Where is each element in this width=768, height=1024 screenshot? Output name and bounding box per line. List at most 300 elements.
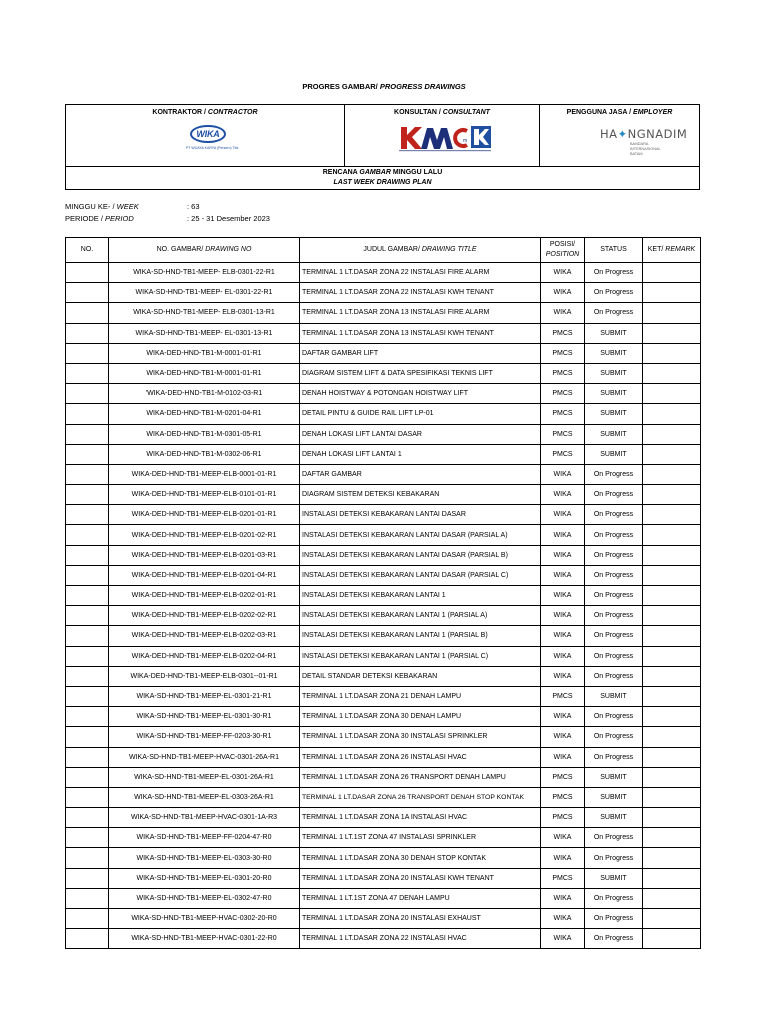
row-drawing-no: WIKA-DED-HND-TB1-MEEP-ELB-0201-03-R1 (109, 545, 300, 565)
svg-text:m: m (463, 138, 468, 144)
row-number (66, 485, 109, 505)
row-remark (643, 505, 701, 525)
row-drawing-title: TERMINAL 1 LT.DASAR ZONA 13 INSTALASI KWH TENANT (300, 323, 541, 343)
row-number (66, 808, 109, 828)
table-row (66, 384, 701, 404)
row-drawing-no: WIKA-DED-HND-TB1-MEEP-ELB-0202-04-R1 (109, 646, 300, 666)
table-row (66, 505, 701, 525)
row-position: WIKA (541, 283, 585, 303)
row-drawing-no: WIKA-SD-HND-TB1-MEEP-HVAC-0301-26A-R1 (109, 747, 300, 767)
row-number (66, 787, 109, 807)
table-row (66, 808, 701, 828)
row-number (66, 303, 109, 323)
table-row (66, 888, 701, 908)
row-status: On Progress (585, 666, 643, 686)
row-position: PMCS (541, 424, 585, 444)
row-drawing-title: INSTALASI DETEKSI KEBAKARAN LANTAI DASAR (300, 505, 541, 525)
consultant-logo-mark-box (471, 126, 491, 148)
row-drawing-title: TERMINAL 1 LT.DASAR ZONA 30 DENAH LAMPU (300, 707, 541, 727)
table-row (66, 525, 701, 545)
row-status: On Progress (585, 646, 643, 666)
row-status: On Progress (585, 565, 643, 585)
row-remark (643, 363, 701, 383)
row-remark (643, 646, 701, 666)
row-remark (643, 444, 701, 464)
row-position: WIKA (541, 727, 585, 747)
row-number (66, 586, 109, 606)
row-remark (643, 303, 701, 323)
row-remark (643, 323, 701, 343)
table-body (66, 263, 701, 949)
period-label (65, 213, 187, 225)
row-position: WIKA (541, 525, 585, 545)
row-number (66, 424, 109, 444)
row-position: WIKA (541, 565, 585, 585)
row-number (66, 909, 109, 929)
row-number (66, 283, 109, 303)
row-drawing-no: WIKA-SD-HND-TB1-MEEP-HVAC-0301-1A-R3 (109, 808, 300, 828)
row-position: PMCS (541, 323, 585, 343)
wika-logo-subtitle: PT WIJAYA KARYA (Persero) Tbk (186, 146, 239, 150)
header-position-italic: POSITION (545, 251, 580, 258)
period-label-text: PERIODE / (65, 214, 106, 223)
row-drawing-title: INSTALASI DETEKSI KEBAKARAN LANTAI 1 (300, 586, 541, 606)
row-status: On Progress (585, 303, 643, 323)
row-remark (643, 283, 701, 303)
row-drawing-title: TERMINAL 1 LT.DASAR ZONA 21 DENAH LAMPU (300, 686, 541, 706)
week-label-italic: WEEK (116, 202, 139, 211)
row-drawing-title: DENAH LOKASI LIFT LANTAI DASAR (300, 424, 541, 444)
row-drawing-no: WIKA-SD-HND-TB1-MEEP- EL-0301-22-R1 (109, 283, 300, 303)
row-position: PMCS (541, 787, 585, 807)
header-remark-text: KET/ (647, 246, 666, 253)
row-status: On Progress (585, 747, 643, 767)
row-drawing-no: WIKA-DED-HND-TB1-MEEP-ELB-0001-01-R1 (109, 464, 300, 484)
row-position: PMCS (541, 767, 585, 787)
table-row (66, 283, 701, 303)
table-row (66, 646, 701, 666)
row-number (66, 848, 109, 868)
row-status: SUBMIT (585, 363, 643, 383)
row-drawing-title: TERMINAL 1 LT.1ST ZONA 47 DENAH LAMPU (300, 888, 541, 908)
week-value: : 63 (187, 202, 200, 211)
row-status: On Progress (585, 525, 643, 545)
row-drawing-title: INSTALASI DETEKSI KEBAKARAN LANTAI DASAR (PARSIAL C) (300, 565, 541, 585)
row-drawing-no: WIKA-DED-HND-TB1-MEEP-ELB-0301--01-R1 (109, 666, 300, 686)
table-row (66, 586, 701, 606)
row-number (66, 888, 109, 908)
row-drawing-title: DAFTAR GAMBAR (300, 464, 541, 484)
row-drawing-title: TERMINAL 1 LT.DASAR ZONA 26 INSTALASI HVAC (300, 747, 541, 767)
row-position: WIKA (541, 626, 585, 646)
row-number (66, 707, 109, 727)
row-drawing-no: WIKA-DED-HND-TB1-M-0001-01-R1 (109, 363, 300, 383)
row-drawing-no: WIKA-DED-HND-TB1-MEEP-ELB-0101-01-R1 (109, 485, 300, 505)
row-position: WIKA (541, 646, 585, 666)
row-drawing-no: WIKA-SD-HND-TB1-MEEP-EL-0302-47-R0 (109, 888, 300, 908)
table-row (66, 464, 701, 484)
consultant-cell (345, 105, 540, 166)
row-drawing-title: TERMINAL 1 LT.DASAR ZONA 22 INSTALASI HVAC (300, 929, 541, 949)
row-drawing-title: INSTALASI DETEKSI KEBAKARAN LANTAI 1 (PARSIAL C) (300, 646, 541, 666)
table-row (66, 303, 701, 323)
header-status: STATUS (585, 238, 643, 263)
row-number (66, 868, 109, 888)
table-row (66, 323, 701, 343)
row-remark (643, 767, 701, 787)
row-remark (643, 606, 701, 626)
contractor-label-italic: CONTRACTOR (207, 109, 258, 116)
row-number (66, 363, 109, 383)
table-row (66, 727, 701, 747)
row-drawing-title: TERMINAL 1 LT.1ST ZONA 47 INSTALASI SPRINKLER (300, 828, 541, 848)
row-drawing-title: DETAIL STANDAR DETEKSI KEBAKARAN (300, 666, 541, 686)
row-remark (643, 586, 701, 606)
row-status: SUBMIT (585, 686, 643, 706)
hang-nadim-tag-3: BATAM (630, 152, 643, 156)
row-drawing-no: WIKA-DED-HND-TB1-MEEP-ELB-0202-03-R1 (109, 626, 300, 646)
row-position: WIKA (541, 929, 585, 949)
consultant-logo-mark-k (401, 127, 422, 149)
header-drawing-no (109, 238, 300, 263)
row-position: WIKA (541, 586, 585, 606)
row-remark (643, 808, 701, 828)
row-drawing-title: TERMINAL 1 LT.DASAR ZONA 26 TRANSPORT DENAH LAMPU (300, 767, 541, 787)
row-drawing-no: WIKA-SD-HND-TB1-MEEP-FF-0204-47-R0 (109, 828, 300, 848)
row-position: WIKA (541, 263, 585, 283)
contractor-label-text: KONTRAKTOR / (152, 109, 208, 116)
row-number (66, 444, 109, 464)
row-drawing-title: INSTALASI DETEKSI KEBAKARAN LANTAI DASAR (PARSIAL B) (300, 545, 541, 565)
row-remark (643, 424, 701, 444)
row-remark (643, 666, 701, 686)
row-number (66, 323, 109, 343)
row-drawing-no: 'WIKA-DED-HND-TB1-M-0102-03-R1 (109, 384, 300, 404)
row-position: WIKA (541, 909, 585, 929)
row-drawing-no: WIKA-SD-HND-TB1-MEEP-EL-0301-21-R1 (109, 686, 300, 706)
table-row (66, 424, 701, 444)
header-remark-italic: REMARK (665, 246, 696, 253)
row-drawing-title: DIAGRAM SISTEM DETEKSI KEBAKARAN (300, 485, 541, 505)
document-title-italic: PROGRESS DRAWINGS (379, 82, 466, 91)
header-drawing-no-italic: DRAWING NO (205, 246, 252, 253)
plan-caption (66, 167, 699, 189)
row-number (66, 646, 109, 666)
row-number (66, 929, 109, 949)
row-number (66, 343, 109, 363)
plan-caption-line-1 (66, 168, 699, 178)
row-status: On Progress (585, 464, 643, 484)
row-number (66, 747, 109, 767)
row-drawing-no: WIKA-SD-HND-TB1-MEEP- ELB-0301-13-R1 (109, 303, 300, 323)
table-row (66, 485, 701, 505)
hang-nadim-logo-word (600, 127, 688, 141)
row-position: PMCS (541, 868, 585, 888)
table-row (66, 747, 701, 767)
row-position: WIKA (541, 505, 585, 525)
row-drawing-title: INSTALASI DETEKSI KEBAKARAN LANTAI 1 (PARSIAL B) (300, 626, 541, 646)
row-remark (643, 868, 701, 888)
row-status: SUBMIT (585, 404, 643, 424)
row-drawing-no: WIKA-DED-HND-TB1-M-0302-06-R1 (109, 444, 300, 464)
row-drawing-no: WIKA-DED-HND-TB1-M-0301-05-R1 (109, 424, 300, 444)
row-position: WIKA (541, 666, 585, 686)
row-drawing-title: TERMINAL 1 LT.DASAR ZONA 20 INSTALASI KWH TENANT (300, 868, 541, 888)
hang-nadim-logo-word-b: NGNADIM (627, 127, 688, 141)
row-drawing-no: WIKA-SD-HND-TB1-MEEP-HVAC-0302-20-R0 (109, 909, 300, 929)
row-status: SUBMIT (585, 787, 643, 807)
contractor-cell (66, 105, 345, 166)
document-title (0, 82, 768, 91)
row-position: WIKA (541, 848, 585, 868)
employer-cell (540, 105, 699, 166)
hang-nadim-tag-2: INTERNASIONAL (630, 147, 661, 151)
table-row (66, 666, 701, 686)
row-drawing-no: WIKA-SD-HND-TB1-MEEP-HVAC-0301-22-R0 (109, 929, 300, 949)
row-number (66, 505, 109, 525)
hang-nadim-logo (600, 127, 688, 156)
row-remark (643, 707, 701, 727)
hang-nadim-logo-tagline (630, 142, 682, 157)
plan-caption-text-b: MINGGU LALU (390, 169, 443, 176)
row-remark (643, 909, 701, 929)
hang-nadim-logo-word-a: HA (600, 127, 618, 141)
row-remark (643, 848, 701, 868)
row-status: SUBMIT (585, 444, 643, 464)
table-row (66, 404, 701, 424)
row-remark (643, 263, 701, 283)
row-status: On Progress (585, 626, 643, 646)
row-position: WIKA (541, 464, 585, 484)
row-number (66, 464, 109, 484)
employer-label-italic: EMPLOYER (633, 109, 673, 116)
row-position: WIKA (541, 707, 585, 727)
table-row (66, 787, 701, 807)
row-drawing-no: WIKA-SD-HND-TB1-MEEP-EL-0301-26A-R1 (109, 767, 300, 787)
row-drawing-no: WIKA-DED-HND-TB1-MEEP-ELB-0202-02-R1 (109, 606, 300, 626)
row-number (66, 263, 109, 283)
consultant-label-text: KONSULTAN / (394, 109, 443, 116)
row-drawing-title: TERMINAL 1 LT.DASAR ZONA 13 INSTALASI FIRE ALARM (300, 303, 541, 323)
table-row (66, 767, 701, 787)
week-label (65, 201, 187, 213)
row-status: SUBMIT (585, 384, 643, 404)
row-remark (643, 929, 701, 949)
row-status: On Progress (585, 263, 643, 283)
row-status: On Progress (585, 606, 643, 626)
row-drawing-title: INSTALASI DETEKSI KEBAKARAN LANTAI 1 (PARSIAL A) (300, 606, 541, 626)
row-drawing-no: WIKA-DED-HND-TB1-MEEP-ELB-0201-02-R1 (109, 525, 300, 545)
row-drawing-title: TERMINAL 1 LT.DASAR ZONA 20 INSTALASI EXHAUST (300, 909, 541, 929)
row-remark (643, 485, 701, 505)
table-row (66, 686, 701, 706)
row-drawing-no: WIKA-SD-HND-TB1-MEEP- ELB-0301-22-R1 (109, 263, 300, 283)
hang-nadim-tag-1: BANDARA (630, 142, 649, 146)
row-drawing-title: DENAH LOKASI LIFT LANTAI 1 (300, 444, 541, 464)
table-row (66, 343, 701, 363)
table-row (66, 565, 701, 585)
row-remark (643, 888, 701, 908)
row-remark (643, 686, 701, 706)
table-row (66, 545, 701, 565)
row-number (66, 404, 109, 424)
row-status: SUBMIT (585, 808, 643, 828)
document-title-text: PROGRES GAMBAR/ (302, 82, 380, 91)
consultant-label-italic: CONSULTANT (442, 109, 490, 116)
row-number (66, 384, 109, 404)
row-position: WIKA (541, 888, 585, 908)
row-position: WIKA (541, 545, 585, 565)
drawings-table (65, 237, 701, 949)
row-status: SUBMIT (585, 868, 643, 888)
row-remark (643, 545, 701, 565)
header-drawing-no-text: NO. GAMBAR/ (156, 246, 206, 253)
row-drawing-title: TERMINAL 1 LT.DASAR ZONA 1A INSTALASI HVAC (300, 808, 541, 828)
row-drawing-title: TERMINAL 1 LT.DASAR ZONA 30 INSTALASI SPRINKLER (300, 727, 541, 747)
row-status: SUBMIT (585, 424, 643, 444)
row-remark (643, 565, 701, 585)
row-status: On Progress (585, 888, 643, 908)
row-position: PMCS (541, 343, 585, 363)
row-remark (643, 727, 701, 747)
table-row (66, 263, 701, 283)
period-row (65, 213, 270, 225)
row-status: On Progress (585, 828, 643, 848)
row-remark (643, 787, 701, 807)
table-row (66, 828, 701, 848)
row-drawing-title: TERMINAL 1 LT.DASAR ZONA 22 INSTALASI KWH TENANT (300, 283, 541, 303)
consultant-logo-mark-m (421, 128, 453, 149)
period-value: : 25 - 31 Desember 2023 (187, 214, 270, 223)
table-row (66, 909, 701, 929)
row-remark (643, 525, 701, 545)
header-position (541, 238, 585, 263)
row-status: On Progress (585, 586, 643, 606)
header-drawing-title (300, 238, 541, 263)
row-number (66, 727, 109, 747)
row-number (66, 666, 109, 686)
header-parties-row (66, 105, 699, 167)
row-number (66, 767, 109, 787)
row-number (66, 828, 109, 848)
employer-label (540, 109, 699, 116)
contractor-label (66, 109, 344, 116)
week-label-text: MINGGU KE- / (65, 202, 117, 211)
table-row (66, 606, 701, 626)
row-drawing-no: WIKA-DED-HND-TB1-MEEP-ELB-0202-01-R1 (109, 586, 300, 606)
row-drawing-no: WIKA-SD-HND-TB1-MEEP-EL-0301-30-R1 (109, 707, 300, 727)
row-number (66, 606, 109, 626)
row-drawing-title: INSTALASI DETEKSI KEBAKARAN LANTAI DASAR (PARSIAL A) (300, 525, 541, 545)
row-drawing-no: WIKA-DED-HND-TB1-M-0201-04-R1 (109, 404, 300, 424)
row-position: PMCS (541, 444, 585, 464)
row-drawing-title: DETAIL PINTU & GUIDE RAIL LIFT LP-01 (300, 404, 541, 424)
wika-logo-mark: WIKA (190, 125, 226, 143)
consultant-logo-mark-c (455, 130, 467, 146)
row-drawing-no: WIKA-SD-HND-TB1-MEEP- EL-0301-13-R1 (109, 323, 300, 343)
row-status: On Progress (585, 505, 643, 525)
header-drawing-title-text: JUDUL GAMBAR/ (363, 246, 422, 253)
table-row (66, 707, 701, 727)
row-drawing-title: DIAGRAM SISTEM LIFT & DATA SPESIFIKASI TEKNIS LIFT (300, 363, 541, 383)
row-status: On Progress (585, 848, 643, 868)
report-meta (65, 201, 270, 225)
row-drawing-title: DAFTAR GAMBAR LIFT (300, 343, 541, 363)
row-position: PMCS (541, 808, 585, 828)
wika-logo (186, 125, 239, 150)
week-row (65, 201, 270, 213)
employer-label-text: PENGGUNA JASA / (566, 109, 634, 116)
row-position: PMCS (541, 686, 585, 706)
row-status: On Progress (585, 485, 643, 505)
row-drawing-title: TERMINAL 1 LT.DASAR ZONA 22 INSTALASI FIRE ALARM (300, 263, 541, 283)
row-drawing-no: WIKA-SD-HND-TB1-MEEP-EL-0303-26A-R1 (109, 787, 300, 807)
row-position: WIKA (541, 606, 585, 626)
row-status: On Progress (585, 727, 643, 747)
plan-caption-italic-b: LAST WEEK DRAWING PLAN (333, 179, 432, 186)
row-status: On Progress (585, 545, 643, 565)
consultant-logo (397, 123, 493, 153)
row-number (66, 565, 109, 585)
row-remark (643, 828, 701, 848)
plan-caption-italic-a: GAMBAR (359, 169, 391, 176)
row-remark (643, 464, 701, 484)
table-row (66, 363, 701, 383)
table-row (66, 444, 701, 464)
row-drawing-no: WIKA-SD-HND-TB1-MEEP-EL-0303-30-R0 (109, 848, 300, 868)
row-remark (643, 384, 701, 404)
table-row (66, 848, 701, 868)
row-drawing-no: WIKA-DED-HND-TB1-M-0001-01-R1 (109, 343, 300, 363)
row-remark (643, 747, 701, 767)
row-number (66, 545, 109, 565)
row-remark (643, 343, 701, 363)
header-position-text: POSISI/ (549, 241, 576, 248)
table-row (66, 868, 701, 888)
header-remark (643, 238, 701, 263)
row-remark (643, 404, 701, 424)
table-header-row (66, 238, 701, 263)
row-drawing-no: WIKA-DED-HND-TB1-MEEP-ELB-0201-01-R1 (109, 505, 300, 525)
row-drawing-no: WIKA-SD-HND-TB1-MEEP-FF-0203-30-R1 (109, 727, 300, 747)
period-label-italic: PERIOD (105, 214, 134, 223)
row-status: SUBMIT (585, 323, 643, 343)
header-drawing-title-italic: DRAWING TITLE (421, 246, 477, 253)
plan-caption-line-2 (66, 178, 699, 188)
row-drawing-title: TERMINAL 1 LT.DASAR ZONA 30 DENAH STOP KONTAK (300, 848, 541, 868)
row-status: On Progress (585, 929, 643, 949)
header-block (65, 104, 700, 190)
row-status: SUBMIT (585, 767, 643, 787)
row-position: WIKA (541, 485, 585, 505)
row-number (66, 686, 109, 706)
header-no: NO. (66, 238, 109, 263)
table-row (66, 929, 701, 949)
consultant-logo-underline (399, 150, 491, 151)
row-drawing-title: TERMINAL 1 LT.DASAR ZONA 26 TRANSPORT DENAH STOP KONTAK (300, 787, 541, 807)
row-position: PMCS (541, 404, 585, 424)
row-position: WIKA (541, 747, 585, 767)
row-remark (643, 626, 701, 646)
row-drawing-no: WIKA-SD-HND-TB1-MEEP-EL-0301-20-R0 (109, 868, 300, 888)
row-drawing-no: WIKA-DED-HND-TB1-MEEP-ELB-0201-04-R1 (109, 565, 300, 585)
row-status: SUBMIT (585, 343, 643, 363)
row-number (66, 626, 109, 646)
consultant-label (345, 109, 539, 116)
table-row (66, 626, 701, 646)
plan-caption-text-a: RENCANA (322, 169, 360, 176)
row-position: WIKA (541, 828, 585, 848)
